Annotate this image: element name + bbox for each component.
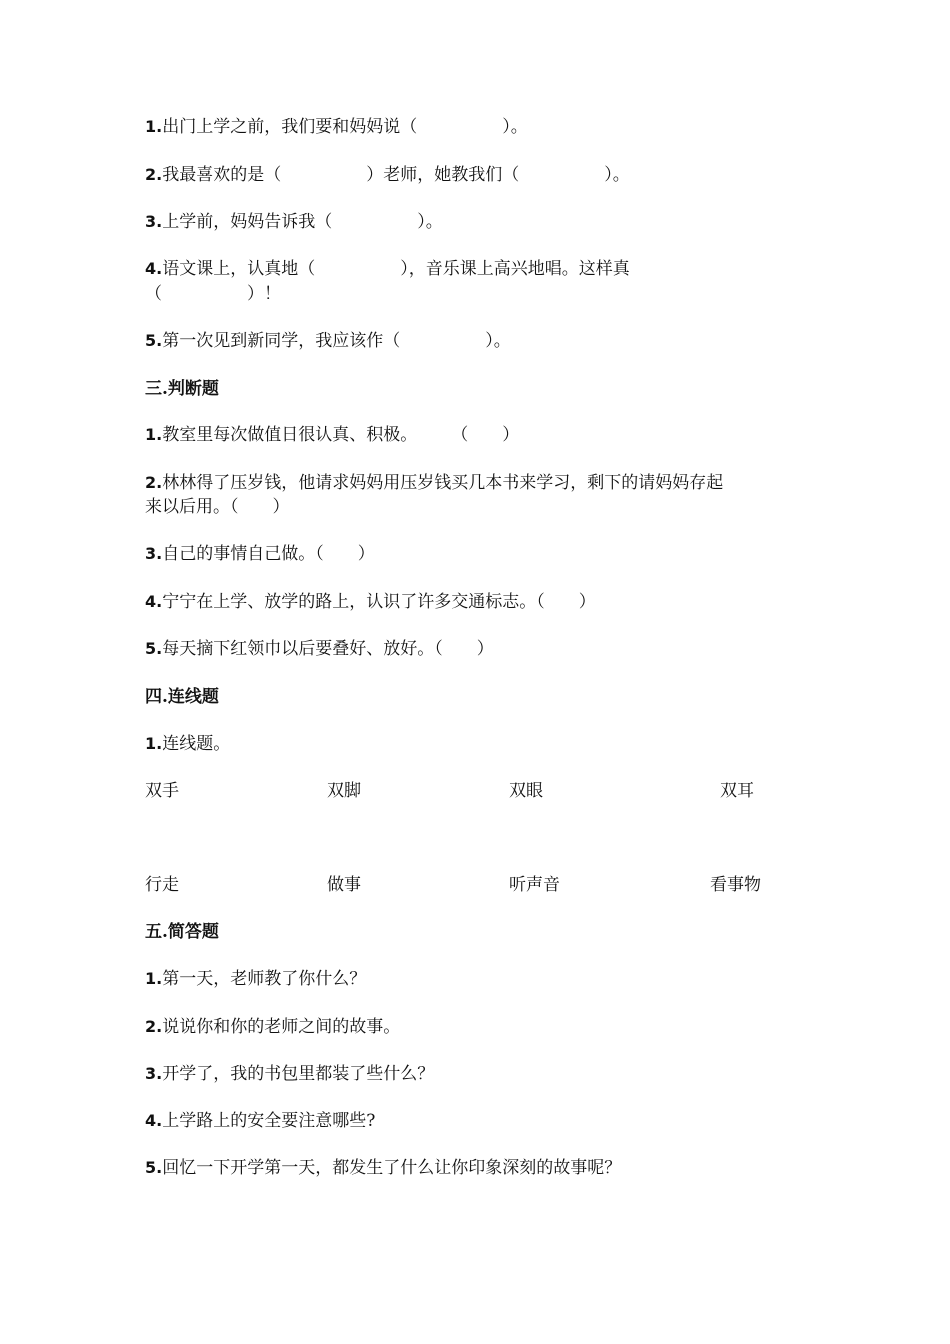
question-number: 5. (145, 639, 163, 658)
judge-question-5 (145, 638, 494, 660)
question-number: 1. (145, 969, 163, 988)
question-text: 回忆一下开学第一天，都发生了什么让你印象深刻的故事呢？ (162, 1158, 622, 1178)
judge-question-3 (145, 543, 375, 565)
question-number: 5. (145, 331, 163, 350)
fill-question-3 (145, 211, 443, 233)
question-number: 5. (145, 1158, 163, 1177)
question-text: 连线题。 (162, 734, 231, 754)
question-number: 3. (145, 212, 163, 231)
match-bottom-word: 行走 (145, 875, 179, 895)
short-question-1 (145, 968, 366, 990)
short-question-4 (145, 1110, 375, 1132)
question-number: 2. (145, 1017, 163, 1036)
question-number: 1. (145, 734, 163, 753)
question-text: （ ）！ (145, 284, 281, 304)
question-text: 自己的事情自己做。（ ） (162, 544, 375, 564)
judge-question-1 (145, 424, 519, 446)
question-number: 1. (145, 425, 163, 444)
question-number: 3. (145, 544, 163, 563)
match-top-word: 双手 (145, 781, 179, 801)
judge-question-2 (145, 472, 723, 494)
question-text: 上学前，妈妈告诉我（ ）。 (162, 212, 443, 232)
question-number: 1. (145, 117, 163, 136)
question-text: 我最喜欢的是（ ）老师，她教我们（ ）。 (162, 165, 630, 185)
match-question-1 (145, 733, 230, 755)
fill-question-2 (145, 164, 630, 186)
question-text: 说说你和你的老师之间的故事。 (162, 1017, 401, 1037)
question-number: 3. (145, 1064, 163, 1083)
match-bottom-word: 听声音 (509, 875, 560, 895)
question-number: 2. (145, 165, 163, 184)
judge-question-4 (145, 591, 596, 613)
match-bottom-word: 看事物 (710, 875, 761, 895)
question-text: 第一次见到新同学，我应该作（ ）。 (162, 331, 511, 351)
fill-question-4-continued (145, 283, 281, 305)
section-heading-short: 五.简答题 (145, 922, 219, 942)
question-text: 出门上学之前，我们要和妈妈说（ ）。 (162, 117, 528, 137)
fill-question-4 (145, 258, 630, 280)
question-text: 每天摘下红领巾以后要叠好、放好。（ ） (162, 639, 494, 659)
section-heading-match: 四.连线题 (145, 687, 219, 707)
question-text: 上学路上的安全要注意哪些? (162, 1111, 376, 1131)
fill-question-1 (145, 116, 528, 138)
match-top-word: 双眼 (509, 781, 543, 801)
question-number: 4. (145, 1111, 163, 1130)
question-text: 开学了，我的书包里都装了些什么？ (162, 1064, 435, 1084)
question-text: 来以后用。（ ） (145, 497, 290, 517)
question-number: 2. (145, 473, 163, 492)
question-text: 第一天，老师教了你什么？ (162, 969, 367, 989)
question-number: 4. (145, 592, 163, 611)
short-question-5 (145, 1157, 621, 1179)
question-text: 林林得了压岁钱，他请求妈妈用压岁钱买几本书来学习，剩下的请妈妈存起 (162, 473, 724, 493)
judge-question-2-continued (145, 496, 290, 518)
match-top-word: 双耳 (720, 781, 754, 801)
short-question-2 (145, 1016, 400, 1038)
section-heading-judge: 三.判断题 (145, 379, 219, 399)
question-text: 宁宁在上学、放学的路上，认识了许多交通标志。（ ） (162, 592, 596, 612)
question-text: 教室里每次做值日很认真、积极。 （ ） (162, 425, 520, 445)
match-top-word: 双脚 (327, 781, 361, 801)
question-number: 4. (145, 259, 163, 278)
question-text: 语文课上，认真地（ ），音乐课上高兴地唱。这样真 (162, 259, 630, 279)
match-bottom-word: 做事 (327, 875, 361, 895)
fill-question-5 (145, 330, 511, 352)
short-question-3 (145, 1063, 434, 1085)
